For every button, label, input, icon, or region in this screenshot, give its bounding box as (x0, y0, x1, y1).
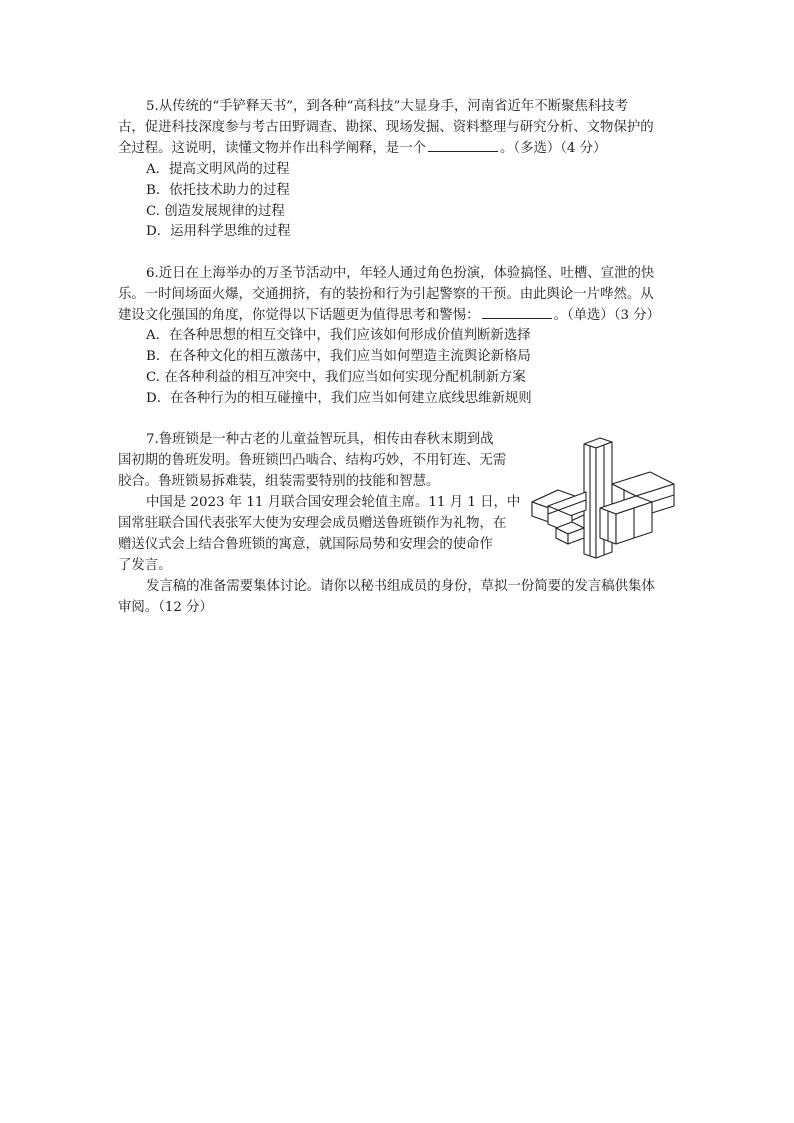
q7-line-8: 发言稿的准备需要集体讨论。请你以秘书组成员的身份，草拟一份简要的发言稿供集体 (146, 579, 655, 594)
q6-stem-text: 建设文化强国的角度，你觉得以下话题更为值得思考和警惕： (118, 308, 480, 323)
q5-stem-line-2: 古，促进科技深度参与考古田野调查、勘探、现场发掘、资料整理与研究分析、文物保护的 (118, 120, 654, 135)
q6-option-c: C. 在各种利益的相互冲突中，我们应当如何实现分配机制新方案 (146, 370, 526, 385)
q5-option-c: C. 创造发展规律的过程 (146, 204, 285, 219)
q5-answer-blank[interactable] (428, 138, 498, 152)
q5-option-d: D．运用科学思维的过程 (146, 224, 291, 239)
q6-option-b: B．在各种文化的相互激荡中，我们应当如何塑造主流舆论新格局 (146, 349, 531, 364)
luban-lock-figure (528, 432, 678, 568)
q7-line-9: 审阅。（12 分） (118, 600, 213, 615)
q6-stem-line-2: 乐。一时间场面火爆，交通拥挤，有的装扮和行为引起警察的干预。由此舆论一片哗然。从 (118, 287, 654, 302)
q6-option-d: D．在各种行为的相互碰撞中，我们应当如何建立底线思维新规则 (146, 391, 532, 406)
q5-score-note: 。（多选）（4 分） (499, 141, 607, 156)
q7-line-3: 胶合。鲁班锁易拆难装，组装需要特别的技能和智慧。 (118, 474, 440, 489)
q5-stem-text: 全过程。这说明，读懂文物并作出科学阐释，是一个 (118, 141, 426, 156)
q5-stem-line-1: 5.从传统的“手铲释天书”，到各种“高科技”大显身手，河南省近年不断聚焦科技考 (146, 99, 629, 114)
q7-line-1: 7.鲁班锁是一种古老的儿童益智玩具，相传由春秋末期到战 (146, 432, 494, 447)
q6-stem-line-3 (118, 305, 660, 326)
q6-stem-line-1: 6.近日在上海举办的万圣节活动中，年轻人通过角色扮演，体验搞怪、吐槽、宣泄的快 (146, 266, 655, 281)
q6-answer-blank[interactable] (482, 305, 552, 319)
q6-option-a: A．在各种思想的相互交锋中，我们应该如何形成价值判断新选择 (146, 328, 531, 343)
q6-score-note: 。（单选）（3 分） (553, 308, 661, 323)
q5-stem-line-3 (118, 138, 607, 159)
q5-option-b: B．依托技术助力的过程 (146, 183, 290, 198)
q7-line-4: 中国是 2023 年 11 月联合国安理会轮值主席。11 月 1 日，中 (146, 495, 521, 510)
q5-option-a: A．提高文明风尚的过程 (146, 162, 290, 177)
q7-line-5: 国常驻联合国代表张军大使为安理会成员赠送鲁班锁作为礼物，在 (118, 516, 507, 531)
q7-line-7: 了发言。 (118, 558, 172, 573)
q7-line-6: 赠送仪式会上结合鲁班锁的寓意，就国际局势和安理会的使命作 (118, 537, 493, 552)
q7-line-2: 国初期的鲁班发明。鲁班锁凹凸啮合、结构巧妙，不用钉连、无需 (118, 453, 507, 468)
